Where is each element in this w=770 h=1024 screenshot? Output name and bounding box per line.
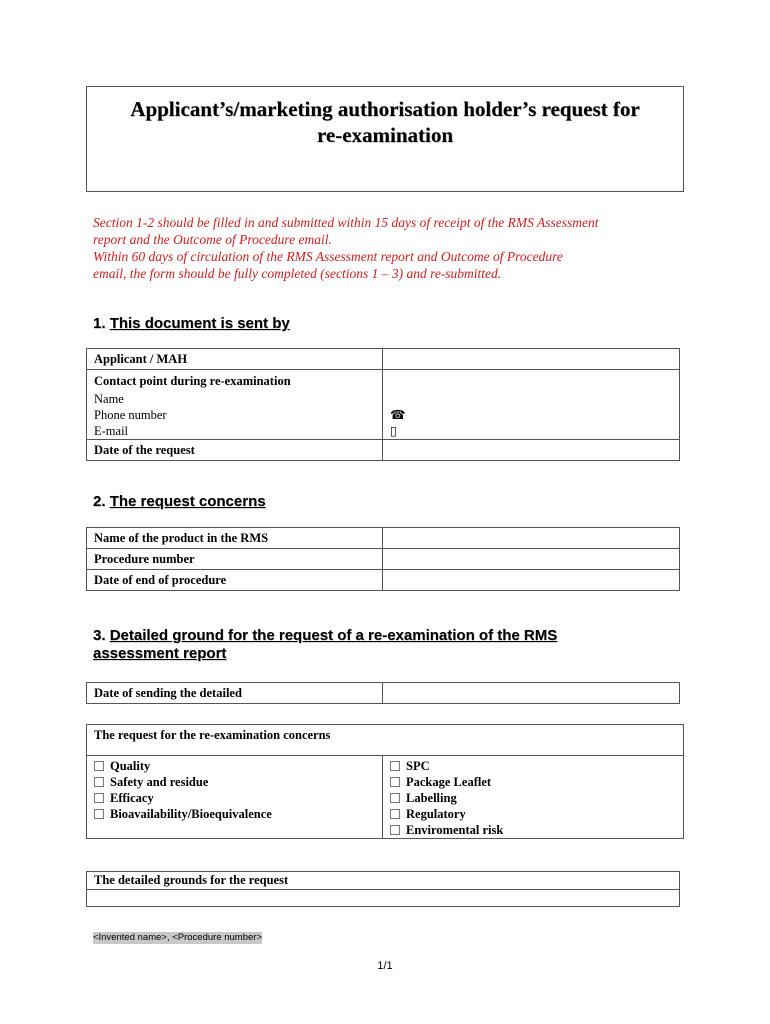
section1-heading [93,315,290,333]
option-regulatory[interactable]: Regulatory [390,806,683,822]
option-quality[interactable]: Quality [94,758,382,774]
option-spc[interactable]: SPC [390,758,683,774]
concerns-left-cell [87,756,383,839]
checkbox-icon[interactable] [94,777,104,787]
end-of-procedure-label: Date of end of procedure [87,570,383,591]
name-label: Name [94,392,124,406]
phone-label: Phone number [94,408,167,422]
date-sending-value-cell[interactable] [383,683,680,704]
section2-heading [93,493,266,511]
instruction-line4: email, the form should be fully completed (sections 1 – 3) and re-submitted. [93,266,502,281]
applicant-label: Applicant / MAH [87,349,383,370]
footer-reference: <Invented name>, <Procedure number> [93,932,263,943]
contact-value-cell[interactable] [383,370,680,440]
procedure-number-value-cell[interactable] [383,549,680,570]
option-labelling[interactable]: Labelling [390,790,683,806]
page-number: 1/1 [377,960,393,972]
checkbox-icon[interactable] [390,809,400,819]
date-request-label: Date of the request [87,440,383,461]
product-name-value-cell[interactable] [383,528,680,549]
checkbox-icon[interactable] [94,761,104,771]
grounds-table [86,871,680,907]
checkbox-icon[interactable] [390,793,400,803]
instruction-line2: report and the Outcome of Procedure email. [93,232,332,247]
date-sending-label: Date of sending the detailed [87,683,383,704]
concerns-table [86,724,684,839]
applicant-value-cell[interactable] [383,349,680,370]
option-bioavailability[interactable]: Bioavailability/Bioequivalence [94,806,382,822]
phone-icon: ☎ [390,408,406,422]
section1-number: 1. [93,315,106,332]
sending-table [86,682,680,704]
section3-title-line2: assessment report [93,645,227,662]
section3-number: 3. [93,627,106,644]
checkbox-icon[interactable] [94,809,104,819]
document-title-line2: re-examination [316,123,454,147]
date-request-value-cell[interactable] [383,440,680,461]
email-label: E-mail [94,424,129,438]
checkbox-icon[interactable] [390,777,400,787]
end-of-procedure-value-cell[interactable] [383,570,680,591]
option-efficacy[interactable]: Efficacy [94,790,382,806]
section3-title-line1: Detailed ground for the request of a re-examination of the RMS [109,627,558,644]
checkbox-icon[interactable] [94,793,104,803]
concerns-label: The request for the re-examination concerns [87,725,684,756]
grounds-value-cell[interactable] [87,890,680,907]
product-name-label: Name of the product in the RMS [87,528,383,549]
section2-table [86,527,680,591]
procedure-number-label: Procedure number [87,549,383,570]
section1-title: This document is sent by [109,315,290,332]
document-title-line1: Applicant’s/marketing authorisation holder’s request for [130,97,640,121]
contact-label-cell [87,370,383,440]
option-package-leaflet[interactable]: Package Leaflet [390,774,683,790]
checkbox-icon[interactable] [390,761,400,771]
section3-heading [93,627,653,663]
section2-number: 2. [93,493,106,510]
instruction-line3: Within 60 days of circulation of the RMS Assessment report and Outcome of Procedure [93,249,563,264]
section1-table [86,348,680,461]
option-safety-residue[interactable]: Safety and residue [94,774,382,790]
concerns-right-cell [383,756,684,839]
checkbox-icon[interactable] [390,825,400,835]
grounds-label: The detailed grounds for the request [87,872,680,890]
section2-title: The request concerns [109,493,266,510]
contact-label: Contact point during re-examination [94,374,291,388]
email-icon: ▯ [390,424,397,438]
instruction-line1: Section 1-2 should be filled in and submitted within 15 days of receipt of the RMS Assessment [93,215,599,230]
option-environmental-risk[interactable]: Enviromental risk [390,822,683,838]
